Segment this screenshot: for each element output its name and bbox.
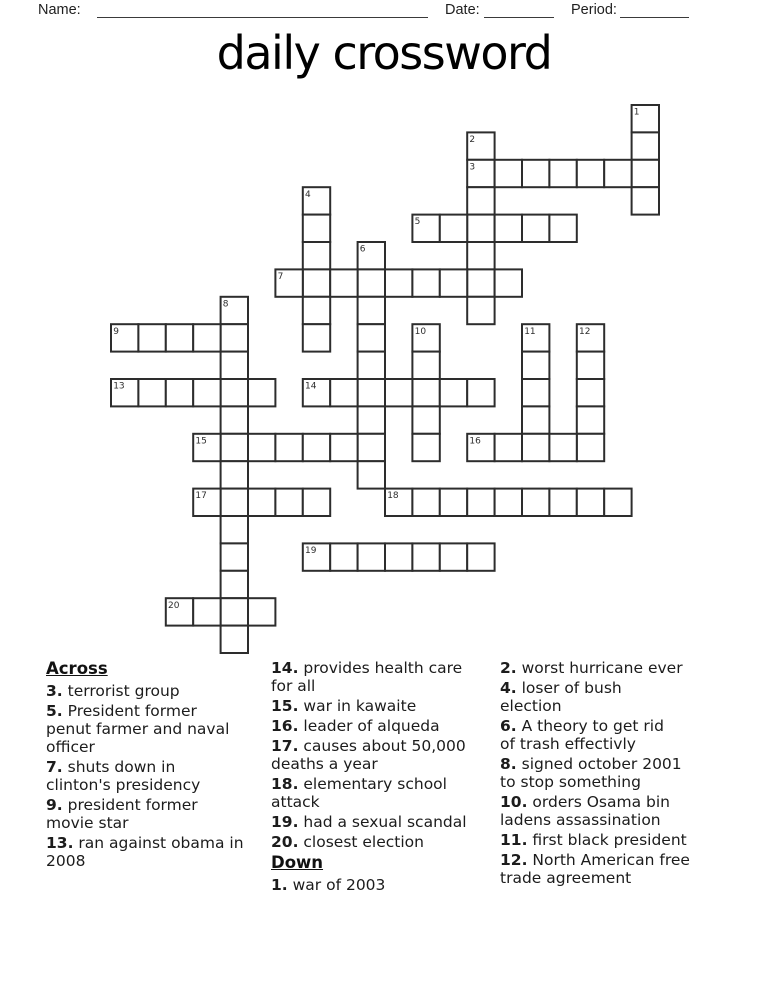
grid-cell[interactable] <box>522 434 549 461</box>
clue-across-20: 20. closest election <box>271 833 424 851</box>
clue-across-14: 14. provides health care for all <box>271 659 463 695</box>
grid-cell[interactable] <box>522 406 549 433</box>
grid-cell[interactable] <box>221 434 248 461</box>
grid-cell[interactable] <box>303 324 330 351</box>
clue-down-4: 4. loser of bush election <box>500 679 622 715</box>
grid-cell[interactable] <box>440 543 467 570</box>
grid-cell[interactable] <box>385 543 412 570</box>
clue-across-7: 7. shuts down in clinton's presidency <box>46 758 201 794</box>
grid-cell[interactable] <box>221 406 248 433</box>
grid-cell[interactable] <box>522 160 549 187</box>
grid-cell[interactable] <box>604 489 631 516</box>
grid-cell[interactable] <box>248 598 275 625</box>
grid-cell[interactable] <box>549 434 576 461</box>
cell-number: 8 <box>222 299 229 310</box>
clue-number: 8. <box>500 755 517 773</box>
clue-number: 17. <box>271 737 299 755</box>
grid-cell[interactable] <box>358 543 385 570</box>
clue-number: 15. <box>271 697 299 715</box>
period-input-line[interactable] <box>620 0 689 18</box>
grid-cell[interactable] <box>358 269 385 296</box>
grid-cell[interactable] <box>412 379 439 406</box>
clue-down-12: 12. North American free trade agreement <box>500 851 690 887</box>
grid-cell[interactable] <box>303 297 330 324</box>
cell-number: 20 <box>168 600 180 611</box>
clues-column-left <box>46 659 272 872</box>
grid-cell[interactable] <box>495 434 522 461</box>
grid-cell[interactable] <box>522 379 549 406</box>
grid-cell[interactable] <box>221 489 248 516</box>
grid-cell[interactable] <box>495 215 522 242</box>
clue-across-19: 19. had a sexual scandal <box>271 813 467 831</box>
clue-number: 3. <box>46 682 63 700</box>
grid-cell[interactable] <box>467 379 494 406</box>
grid-cell[interactable] <box>330 379 357 406</box>
cell-number: 2 <box>469 135 476 145</box>
grid-cell[interactable] <box>303 489 330 516</box>
grid-cell[interactable] <box>577 489 604 516</box>
grid-cell[interactable] <box>358 461 385 488</box>
clue-down-8: 8. signed october 2001 to stop something <box>500 755 682 791</box>
grid-cell[interactable] <box>549 215 576 242</box>
clue-number: 1. <box>271 876 288 894</box>
grid-cell[interactable] <box>221 516 248 543</box>
grid-cell[interactable] <box>577 352 604 379</box>
grid-cell[interactable] <box>440 489 467 516</box>
page-title: daily crossword <box>216 26 552 80</box>
cell-number: 6 <box>359 244 366 255</box>
clue-number: 5. <box>46 702 63 720</box>
grid-cell[interactable] <box>467 269 494 296</box>
cell-number: 18 <box>387 491 399 502</box>
grid-cell[interactable] <box>248 489 275 516</box>
clues-column-middle <box>271 659 495 896</box>
grid-cell[interactable] <box>495 269 522 296</box>
grid-cell[interactable] <box>303 215 330 242</box>
cell-number: 19 <box>305 546 317 556</box>
clue-across-9: 9. president former movie star <box>46 796 198 832</box>
clue-number: 19. <box>271 813 299 831</box>
cell-number: 17 <box>195 491 207 502</box>
grid-cell[interactable] <box>221 461 248 488</box>
cell-number: 13 <box>113 381 125 392</box>
grid-cell[interactable] <box>275 434 302 461</box>
cell-number: 3 <box>469 162 476 173</box>
grid-cell[interactable] <box>577 434 604 461</box>
grid-cell[interactable] <box>440 215 467 242</box>
clue-number: 2. <box>500 659 517 677</box>
name-input-line[interactable] <box>97 0 428 18</box>
grid-cell[interactable] <box>632 132 659 159</box>
cell-number: 4 <box>305 189 311 200</box>
grid-cell[interactable] <box>522 489 549 516</box>
clue-across-5: 5. President former penut farmer and naval officer <box>46 702 230 756</box>
grid-cell[interactable] <box>221 352 248 379</box>
crossword-grid[interactable] <box>109 103 661 655</box>
grid-cell[interactable] <box>632 160 659 187</box>
clue-down-11: 11. first black president <box>500 831 687 849</box>
clue-number: 6. <box>500 717 517 735</box>
grid-cell[interactable] <box>193 324 220 351</box>
grid-cell[interactable] <box>522 215 549 242</box>
clue-number: 7. <box>46 758 63 776</box>
date-label: Date: <box>445 2 480 18</box>
clue-number: 14. <box>271 659 299 677</box>
cell-number: 5 <box>414 217 421 228</box>
grid-cell[interactable] <box>221 571 248 598</box>
clue-across-16: 16. leader of alqueda <box>271 717 440 735</box>
clue-across-18: 18. elementary school attack <box>271 775 447 811</box>
clue-number: 11. <box>500 831 528 849</box>
grid-cell[interactable] <box>412 352 439 379</box>
grid-cell[interactable] <box>440 269 467 296</box>
clue-number: 13. <box>46 834 74 852</box>
grid-cell[interactable] <box>358 406 385 433</box>
clue-number: 20. <box>271 833 299 851</box>
clue-number: 16. <box>271 717 299 735</box>
grid-cell[interactable] <box>221 598 248 625</box>
cell-number: 16 <box>469 436 481 447</box>
grid-cell[interactable] <box>358 434 385 461</box>
cell-number: 9 <box>113 326 119 337</box>
grid-cell[interactable] <box>467 187 494 214</box>
grid-cell[interactable] <box>303 242 330 269</box>
grid-cell[interactable] <box>248 434 275 461</box>
grid-cell[interactable] <box>467 489 494 516</box>
clue-across-15: 15. war in kawaite <box>271 697 417 715</box>
grid-cell[interactable] <box>440 379 467 406</box>
grid-cell[interactable] <box>358 352 385 379</box>
cell-number: 14 <box>305 381 317 392</box>
grid-cell[interactable] <box>330 543 357 570</box>
grid-cell[interactable] <box>467 543 494 570</box>
grid-cell[interactable] <box>193 379 220 406</box>
grid-cell[interactable] <box>522 352 549 379</box>
grid-cell[interactable] <box>385 379 412 406</box>
clue-number: 10. <box>500 793 528 811</box>
grid-cell[interactable] <box>412 489 439 516</box>
across-heading: Across <box>46 659 108 678</box>
grid-cell[interactable] <box>221 379 248 406</box>
grid-cell[interactable] <box>193 598 220 625</box>
name-label: Name: <box>38 2 81 18</box>
grid-cell[interactable] <box>412 406 439 433</box>
grid-cell[interactable] <box>166 379 193 406</box>
grid-cell[interactable] <box>303 434 330 461</box>
cell-number: 15 <box>195 436 207 447</box>
grid-cell[interactable] <box>385 269 412 296</box>
cell-number: 10 <box>414 326 427 337</box>
grid-cell[interactable] <box>577 379 604 406</box>
date-input-line[interactable] <box>484 0 554 18</box>
down-heading: Down <box>271 853 324 872</box>
grid-cell[interactable] <box>330 434 357 461</box>
grid-cell[interactable] <box>549 489 576 516</box>
period-label: Period: <box>571 2 617 18</box>
grid-cell[interactable] <box>467 242 494 269</box>
cell-number: 1 <box>633 107 640 118</box>
clue-down-6: 6. A theory to get rid of trash effectivly <box>500 717 664 753</box>
grid-cell[interactable] <box>467 297 494 324</box>
clue-down-10: 10. orders Osama bin ladens assassination <box>500 793 670 829</box>
clue-number: 18. <box>271 775 299 793</box>
grid-cell[interactable] <box>412 269 439 296</box>
grid-cell[interactable] <box>248 379 275 406</box>
clue-across-13: 13. ran against obama in 2008 <box>46 834 244 870</box>
grid-cell[interactable] <box>577 406 604 433</box>
grid-cell[interactable] <box>221 543 248 570</box>
grid-cell[interactable] <box>495 160 522 187</box>
cell-number: 12 <box>579 326 591 337</box>
clues-column-right <box>500 659 746 889</box>
grid-cell[interactable] <box>577 160 604 187</box>
grid-cell[interactable] <box>303 269 330 296</box>
grid-cell[interactable] <box>221 324 248 351</box>
grid-cell[interactable] <box>358 379 385 406</box>
grid-cell[interactable] <box>138 379 165 406</box>
clue-across-17: 17. causes about 50,000 deaths a year <box>271 737 466 773</box>
grid-cell[interactable] <box>275 489 302 516</box>
grid-cell[interactable] <box>632 187 659 214</box>
grid-cell[interactable] <box>412 434 439 461</box>
clue-across-3: 3. terrorist group <box>46 682 180 700</box>
clue-down-1: 1. war of 2003 <box>271 876 386 894</box>
grid-cell[interactable] <box>358 324 385 351</box>
clue-number: 4. <box>500 679 517 697</box>
grid-cell[interactable] <box>495 489 522 516</box>
grid-cell[interactable] <box>358 297 385 324</box>
grid-cell[interactable] <box>221 626 248 653</box>
grid-cell[interactable] <box>166 324 193 351</box>
cell-number: 7 <box>277 272 284 282</box>
grid-cell[interactable] <box>467 215 494 242</box>
grid-cell[interactable] <box>330 269 357 296</box>
grid-cell[interactable] <box>138 324 165 351</box>
clue-number: 12. <box>500 851 528 869</box>
grid-cell[interactable] <box>549 160 576 187</box>
clue-number: 9. <box>46 796 63 814</box>
grid-cell[interactable] <box>412 543 439 570</box>
clue-down-2: 2. worst hurricane ever <box>500 659 683 677</box>
cell-number: 11 <box>524 326 536 337</box>
grid-cell[interactable] <box>604 160 631 187</box>
